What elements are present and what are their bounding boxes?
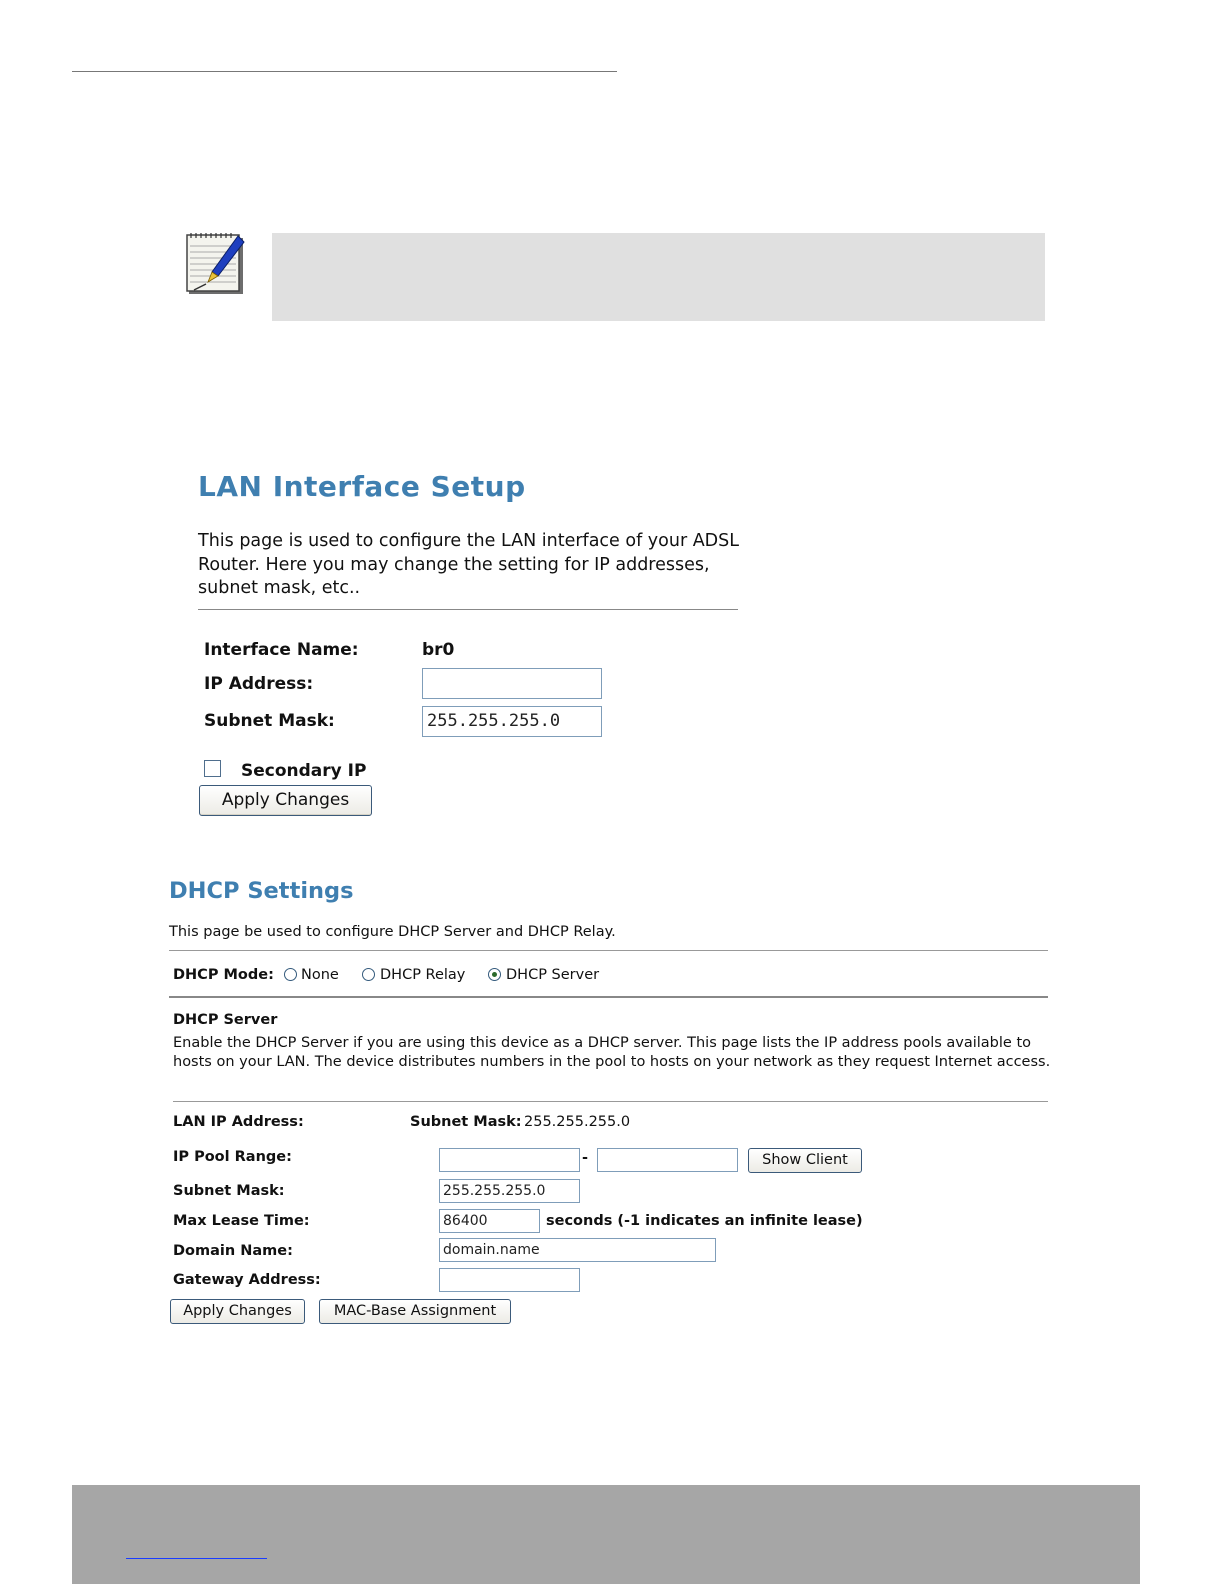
dhcp-subnet-mask-label: Subnet Mask:	[173, 1183, 285, 1199]
radio-dhcp-server-label: DHCP Server	[506, 967, 600, 983]
dhcp-description: This page be used to configure DHCP Server and DHCP Relay.	[169, 924, 616, 940]
lan-title: LAN Interface Setup	[198, 470, 526, 503]
dhcp-divider-server	[173, 1101, 1048, 1102]
lan-ip-label: LAN IP Address:	[173, 1114, 304, 1130]
interface-name-label: Interface Name:	[204, 640, 359, 660]
gateway-address-input[interactable]	[439, 1268, 580, 1292]
gateway-address-label: Gateway Address:	[173, 1272, 321, 1288]
lease-suffix: seconds (-1 indicates an infinite lease)	[546, 1213, 863, 1229]
dhcp-subnet-mask-input[interactable]: 255.255.255.0	[439, 1179, 580, 1203]
radio-none[interactable]	[284, 968, 297, 981]
ip-address-label: IP Address:	[204, 674, 314, 694]
mac-assignment-button[interactable]: MAC-Base Assignment	[319, 1299, 511, 1324]
pool-end-input[interactable]	[597, 1148, 738, 1172]
dhcp-divider-mode	[169, 996, 1048, 998]
domain-name-input[interactable]: domain.name	[439, 1238, 716, 1262]
max-lease-label: Max Lease Time:	[173, 1213, 310, 1229]
subnet-info-value: 255.255.255.0	[524, 1114, 631, 1130]
header-rule	[72, 71, 617, 72]
footer-bar	[72, 1485, 1140, 1584]
pool-separator: -	[582, 1150, 589, 1166]
radio-dhcp-relay-label: DHCP Relay	[380, 967, 466, 983]
ip-address-input[interactable]	[422, 668, 602, 699]
domain-name-label: Domain Name:	[173, 1243, 293, 1259]
radio-dhcp-relay[interactable]	[362, 968, 375, 981]
lan-description: This page is used to configure the LAN interface of your ADSL Router. Here you may change the setting for IP addresses, subnet mask, etc..	[198, 531, 740, 598]
lan-divider	[198, 609, 738, 610]
dhcp-server-heading: DHCP Server	[173, 1012, 278, 1028]
dhcp-mode-label: DHCP Mode:	[173, 967, 274, 983]
secondary-ip-label: Secondary IP	[241, 761, 367, 781]
note-box	[272, 233, 1045, 321]
lan-apply-button[interactable]: Apply Changes	[199, 785, 372, 816]
subnet-mask-label: Subnet Mask:	[204, 711, 335, 731]
dhcp-server-description: Enable the DHCP Server if you are using this device as a DHCP server. This page lists the IP address pools available to hosts on your LAN. The device distributes numbers in the pool to hosts on your network as they request Internet access.	[173, 1035, 1051, 1070]
footer-link[interactable]	[126, 1558, 267, 1559]
dhcp-title: DHCP Settings	[169, 878, 354, 904]
dhcp-divider-top	[169, 950, 1048, 951]
max-lease-input[interactable]: 86400	[439, 1209, 540, 1233]
pool-start-input[interactable]	[439, 1148, 580, 1172]
interface-name-value: br0	[422, 640, 455, 660]
radio-none-label: None	[301, 967, 339, 983]
show-client-button[interactable]: Show Client	[748, 1148, 862, 1173]
radio-selected-dot	[492, 972, 497, 977]
subnet-info-label: Subnet Mask:	[410, 1114, 522, 1130]
notepad-pen-icon	[186, 232, 246, 296]
subnet-mask-input[interactable]: 255.255.255.0	[422, 706, 602, 737]
pool-range-label: IP Pool Range:	[173, 1149, 292, 1165]
dhcp-apply-button[interactable]: Apply Changes	[170, 1299, 305, 1324]
radio-dhcp-server[interactable]	[488, 968, 501, 981]
secondary-ip-checkbox[interactable]	[204, 760, 221, 777]
